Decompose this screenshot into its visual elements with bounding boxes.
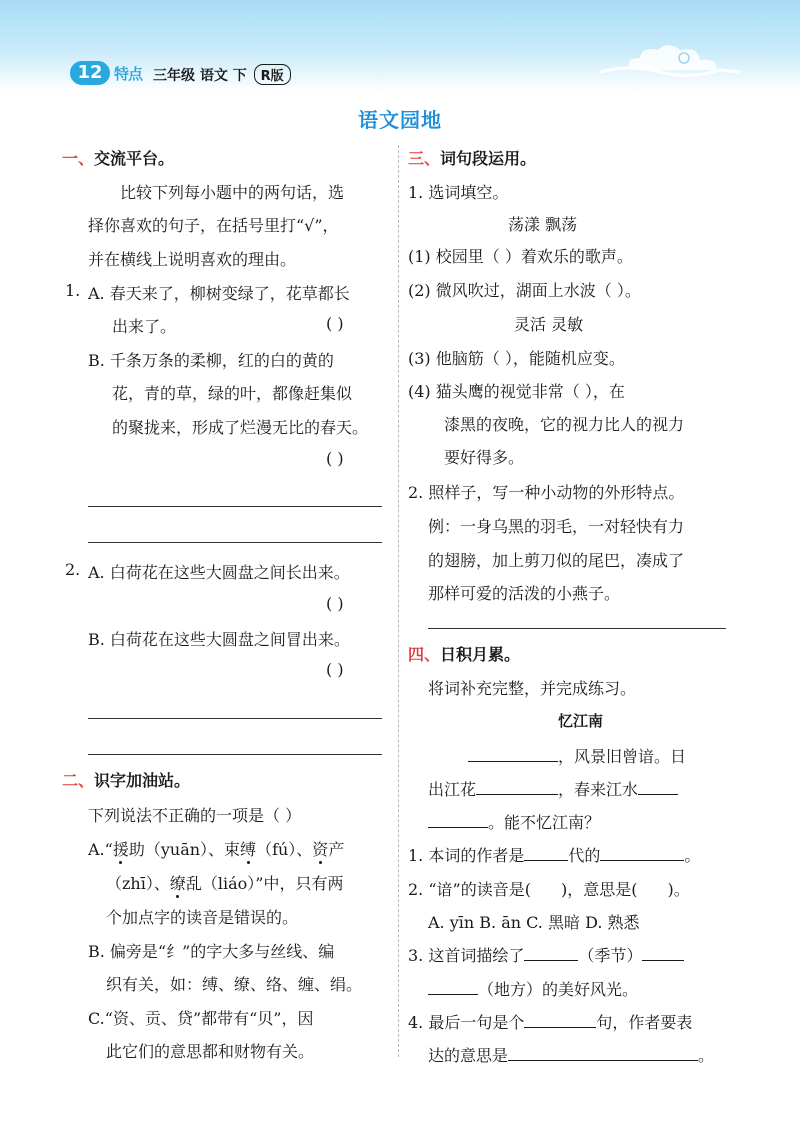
example-text: 那样可爱的活泼的小燕子。: [428, 584, 621, 603]
option-a: A.“援助（yuān）、束缚（fú）、资产: [88, 840, 345, 859]
question-text: 1. 选词填空。: [408, 183, 509, 202]
poem-line: ，风景旧曾谙。日: [468, 744, 686, 767]
answer-parentheses[interactable]: ( ): [326, 449, 344, 468]
column-divider: [398, 145, 399, 1057]
answer-parentheses[interactable]: ( ): [326, 314, 344, 333]
subject-label: 三年级 语文 下 R版: [153, 64, 291, 85]
section-heading: 三、词句段运用。: [408, 149, 537, 168]
answer-options: A. yīn B. ān C. 黑暗 D. 熟悉: [428, 913, 640, 932]
fill-blank[interactable]: [476, 794, 558, 795]
poem-line: 出江花 ，春来江水: [428, 777, 678, 800]
fill-blank[interactable]: [524, 1027, 596, 1028]
brand-logo: 特点: [114, 65, 143, 83]
option-text: A. 春天来了，柳树变绿了，花草都长: [88, 284, 350, 303]
answer-line[interactable]: [428, 628, 726, 629]
word-choices: 荡漾 飘荡: [508, 215, 578, 234]
cloud-icon: [600, 60, 740, 80]
fill-blank[interactable]: [468, 761, 558, 762]
answer-parentheses[interactable]: ( ): [326, 594, 344, 613]
section-heading: 一、交流平台。: [62, 149, 175, 168]
fill-blank[interactable]: [524, 860, 568, 861]
question-text: 2. 照样子，写一种小动物的外形特点。: [408, 483, 685, 502]
page-title: 语文园地: [358, 108, 442, 132]
edition-badge: R版: [254, 64, 291, 85]
option-b: 织有关，如：缚、缭、络、缠、绢。: [106, 975, 363, 994]
fill-sentence: 漆黑的夜晚，它的视力比人的视力: [444, 415, 685, 434]
fill-blank[interactable]: [524, 960, 578, 961]
fill-sentence[interactable]: (2) 微风吹过，湖面上水波（ ）。: [408, 281, 641, 300]
answer-line[interactable]: [88, 754, 382, 755]
fill-sentence[interactable]: (3) 他脑筋（ ），能随机应变。: [408, 349, 625, 368]
word-choices: 灵活 灵敏: [514, 315, 584, 334]
page-header: [0, 0, 800, 92]
question-text: （地方）的美好风光。: [428, 977, 638, 1000]
option-c: C.“资、贡、贷”都带有“贝”，因: [88, 1009, 314, 1028]
option-b: B. 偏旁是“纟”的字大多与丝线、编: [88, 942, 335, 961]
example-text: 的翅膀，加上剪刀似的尾巴，凑成了: [428, 551, 685, 570]
option-text: 出来了。: [112, 317, 177, 336]
fill-sentence[interactable]: (4) 猫头鹰的视觉非常（ ），在: [408, 382, 625, 401]
instruction-text: 将词补充完整，并完成练习。: [428, 679, 637, 698]
question-text: 下列说法不正确的一项是（ ）: [88, 806, 302, 825]
instruction-text: 择你喜欢的句子，在括号里打“√”，: [88, 216, 339, 235]
question-text: 1. 本词的作者是 代的 。: [408, 846, 701, 865]
question-text: 4. 最后一句是个 句，作者要表: [408, 1013, 693, 1032]
question-text: 3. 这首词描绘了 （季节）: [408, 943, 684, 966]
instruction-text: 并在横线上说明喜欢的理由。: [88, 250, 297, 269]
section-heading: 四、日积月累。: [408, 645, 521, 664]
answer-parentheses[interactable]: ( ): [326, 660, 344, 679]
fill-blank[interactable]: [428, 827, 488, 828]
option-text: B. 白荷花在这些大圆盘之间冒出来。: [88, 630, 350, 649]
option-text: 花，青的草，绿的叶，都像赶集似: [112, 384, 353, 403]
question-number: 2.: [65, 560, 81, 579]
instruction-text: 比较下列每小题中的两句话，选: [120, 183, 345, 202]
example-text: 例：一身乌黑的羽毛，一对轻快有力: [428, 517, 685, 536]
page-number-badge: 12: [70, 61, 110, 85]
fill-blank[interactable]: [508, 1060, 698, 1061]
option-text: B. 千条万条的柔柳，红的白的黄的: [88, 351, 334, 370]
section-heading: 二、识字加油站。: [62, 771, 191, 790]
option-text: 的聚拢来，形成了烂漫无比的春天。: [112, 418, 369, 437]
question-number: 1.: [65, 281, 81, 300]
option-c: 此它们的意思都和财物有关。: [106, 1042, 315, 1061]
question-text: 2. “谙”的读音是( )，意思是( )。: [408, 880, 690, 899]
option-text: A. 白荷花在这些大圆盘之间长出来。: [88, 563, 350, 582]
answer-line[interactable]: [88, 506, 382, 507]
option-a: 个加点字的读音是错误的。: [106, 908, 299, 927]
fill-blank[interactable]: [642, 960, 684, 961]
fill-sentence: 要好得多。: [444, 448, 525, 467]
poem-line: 。能不忆江南？: [428, 810, 600, 833]
fill-blank[interactable]: [428, 994, 478, 995]
fill-blank[interactable]: [638, 794, 678, 795]
fill-sentence[interactable]: (1) 校园里（ ）着欢乐的歌声。: [408, 247, 633, 266]
fill-blank[interactable]: [600, 860, 684, 861]
answer-line[interactable]: [88, 718, 382, 719]
option-a: （zhī）、缭乱（liáo）”中，只有两: [106, 874, 344, 893]
answer-line[interactable]: [88, 542, 382, 543]
poem-title: 忆江南: [558, 712, 604, 730]
question-text: 达的意思是 。: [428, 1046, 715, 1065]
